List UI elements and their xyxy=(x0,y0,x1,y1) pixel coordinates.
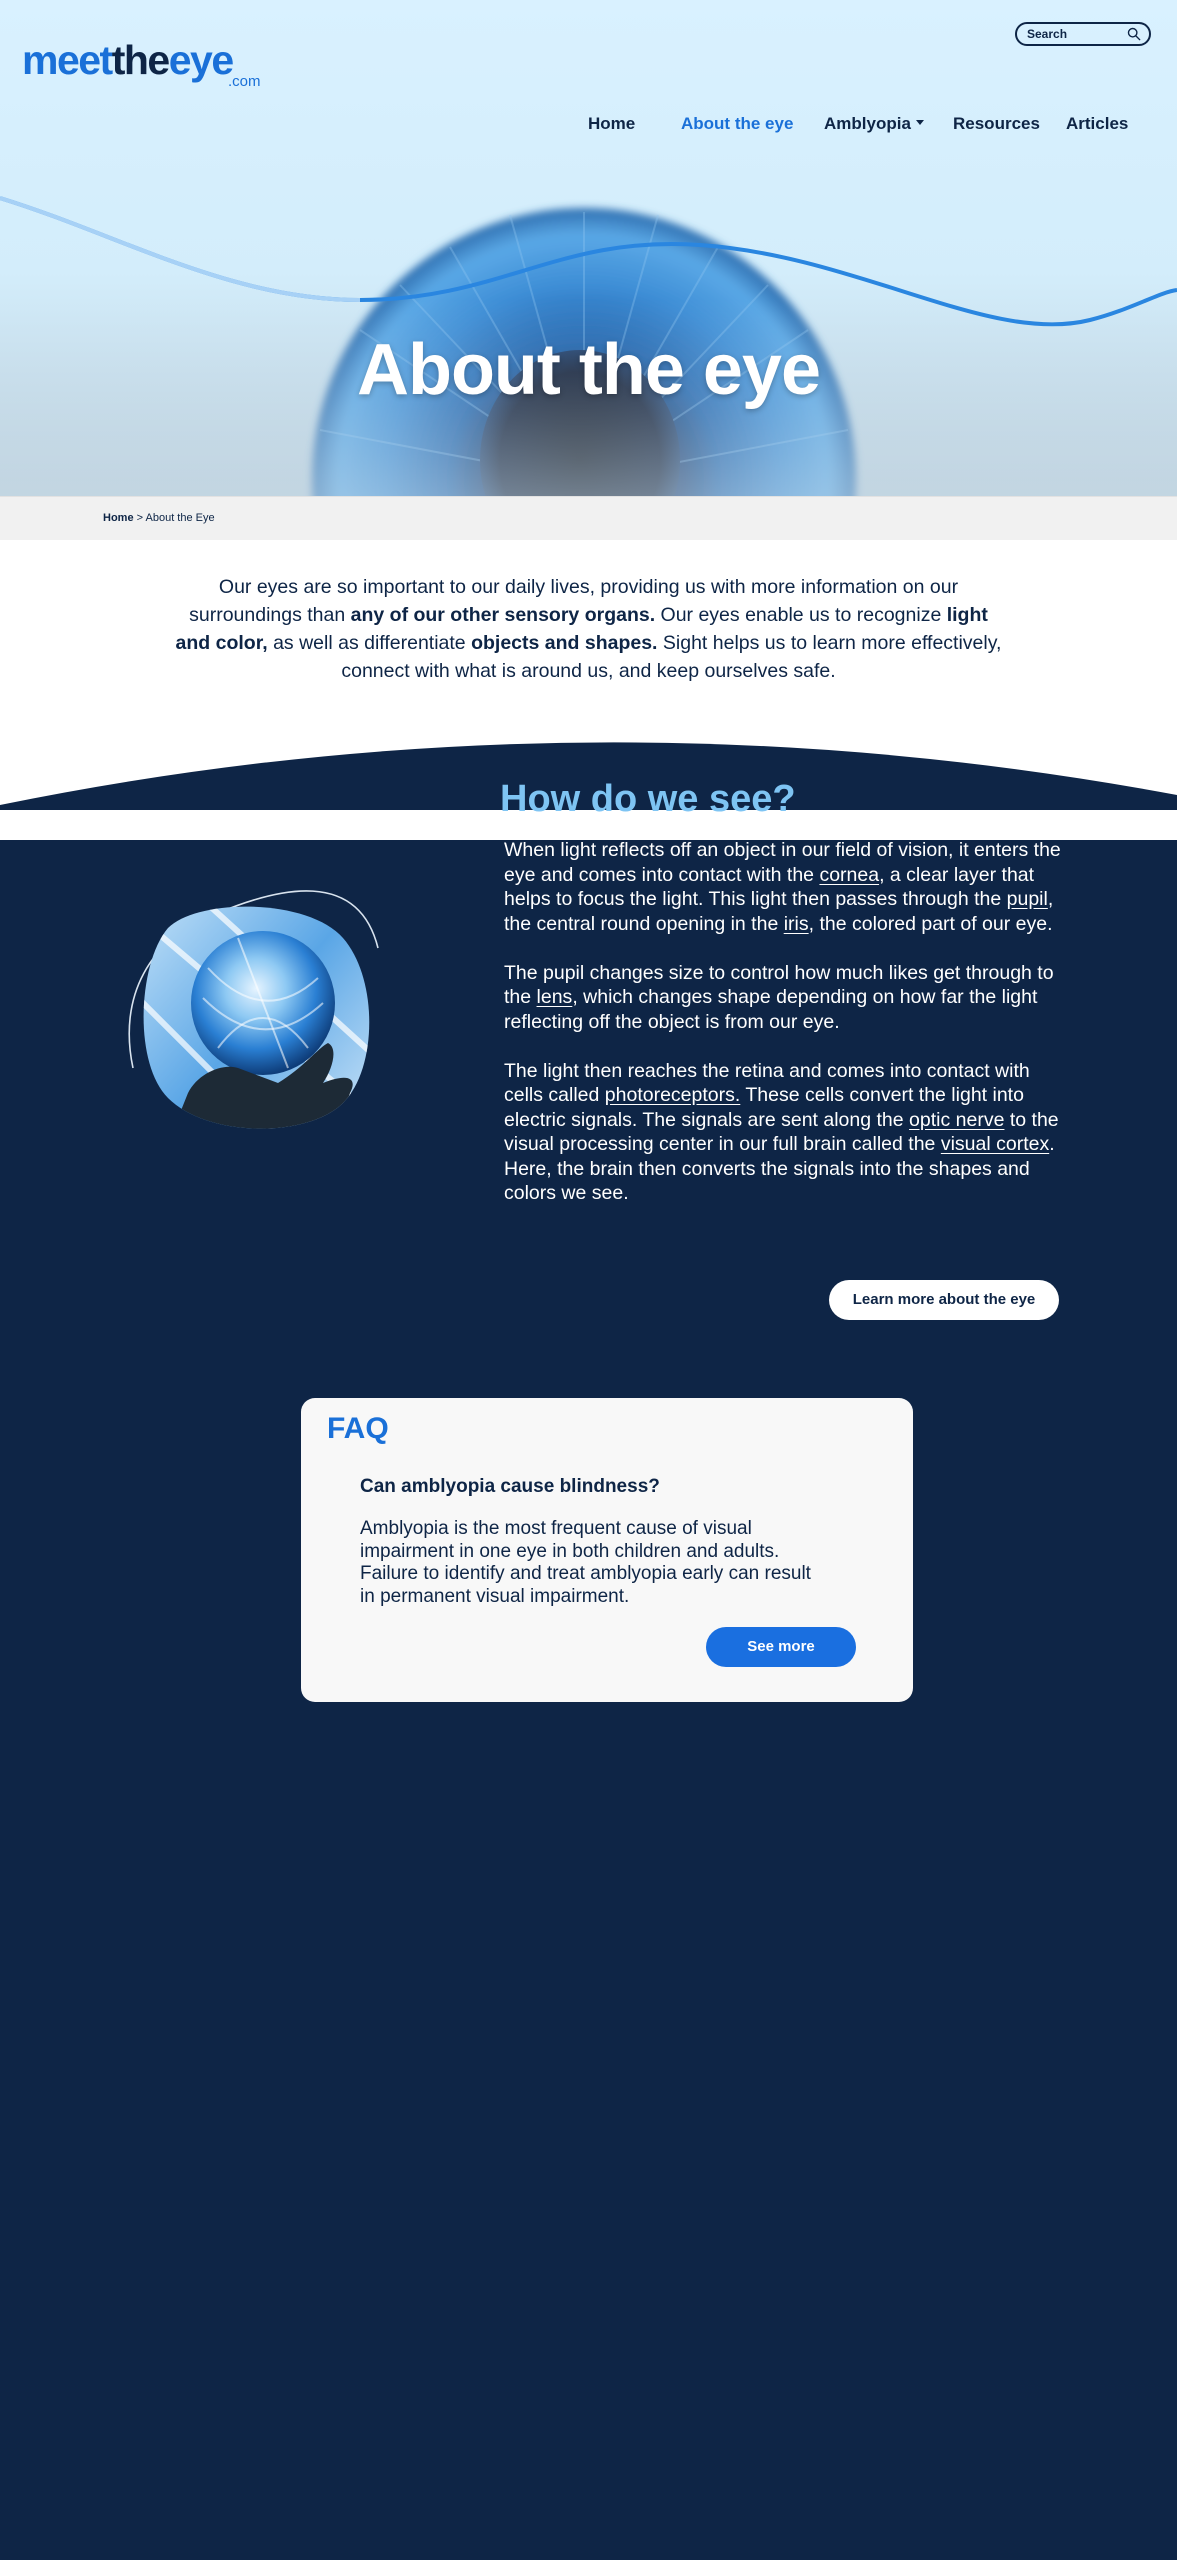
faq-card xyxy=(301,1398,913,1702)
main-nav xyxy=(0,114,1177,138)
how-p1-text-b: , a clear layer that helps to focus the light. This light then passes through the xyxy=(504,863,1035,910)
nav-resources[interactable]: Resources xyxy=(953,114,1040,133)
see-more-button[interactable]: See more xyxy=(706,1627,856,1667)
hero-banner xyxy=(0,0,1177,496)
logo-the: the xyxy=(111,37,169,83)
how-paragraph-3 xyxy=(504,1059,1074,1206)
logo-meet: meet xyxy=(22,37,112,83)
how-p3-text-c: to the visual processing center in our full brain called the xyxy=(504,1108,1059,1155)
link-lens[interactable]: lens xyxy=(536,986,573,1008)
search-label: Search xyxy=(1027,27,1068,41)
link-photoreceptors[interactable]: photoreceptors. xyxy=(604,1084,741,1106)
how-p2-text-b: , which changes shape depending on how far the light reflecting off the object is from our eye. xyxy=(504,986,1038,1033)
breadcrumb-separator: > xyxy=(133,512,146,524)
how-p3-text-a: The light then reaches the retina and comes into contact with cells called xyxy=(504,1059,1030,1106)
intro-bold-1: any of our other sensory organs. xyxy=(350,604,656,626)
breadcrumb-current: About the Eye xyxy=(145,512,215,524)
how-paragraph-2 xyxy=(504,961,1074,1035)
faq-question: Can amblyopia cause blindness? xyxy=(360,1476,660,1497)
learn-more-button[interactable]: Learn more about the eye xyxy=(829,1280,1059,1320)
how-do-we-see-heading: How do we see? xyxy=(500,778,796,820)
how-p1-text-d: , the colored part of our eye. xyxy=(808,912,1053,935)
breadcrumb-bar xyxy=(0,496,1177,541)
nav-amblyopia[interactable] xyxy=(824,114,924,134)
how-p2-text-a: The pupil changes size to control how much likes get through to the xyxy=(504,961,1054,1008)
nav-home[interactable]: Home xyxy=(588,114,636,133)
intro-text-4: Sight helps us to learn more effectively, connect with what is around us, and keep ourselves safe. xyxy=(341,632,1002,682)
intro-text-3: as well as differentiate xyxy=(267,632,472,654)
link-visual-cortex[interactable]: visual cortex xyxy=(940,1133,1050,1155)
nav-about-the-eye[interactable]: About the eye xyxy=(681,114,794,133)
link-cornea[interactable]: cornea xyxy=(819,863,880,886)
how-do-we-see-body xyxy=(504,838,1074,1230)
how-paragraph-1 xyxy=(504,838,1074,936)
faq-title: FAQ xyxy=(327,1412,389,1445)
link-pupil[interactable]: pupil xyxy=(1006,888,1048,910)
link-optic-nerve[interactable]: optic nerve xyxy=(909,1108,1005,1131)
nav-amblyopia-label: Amblyopia xyxy=(824,114,911,133)
crystal-ball-image xyxy=(128,868,388,1168)
how-p1-text-a: When light reflects off an object in our field of vision, it enters the eye and comes into contact with the xyxy=(504,839,1061,886)
breadcrumb-home[interactable]: Home xyxy=(103,512,134,524)
search-input[interactable] xyxy=(1015,22,1151,46)
link-iris[interactable]: iris xyxy=(783,912,809,935)
page-title: About the eye xyxy=(356,330,821,410)
intro-bold-2: light and color, xyxy=(175,604,988,654)
search-icon[interactable] xyxy=(1127,27,1141,41)
intro-text xyxy=(170,573,1007,685)
faq-answer: Amblyopia is the most frequent cause of visual impairment in one eye in both children and adults. Failure to identify and treat amblyopia early can result in permanent visual impairment. xyxy=(360,1518,811,1607)
logo-eye: eye xyxy=(168,37,233,83)
how-p3-text-d: . Here, the brain then converts the signals into the shapes and colors we see. xyxy=(504,1133,1055,1204)
site-logo[interactable] xyxy=(22,37,261,90)
intro-text-2: Our eyes enable us to recognize xyxy=(655,604,947,626)
intro-text-1: Our eyes are so important to our daily lives, providing us with more information on our surroundings than xyxy=(189,576,959,626)
breadcrumb xyxy=(103,512,215,524)
nav-articles[interactable]: Articles xyxy=(1066,114,1129,133)
caret-down-icon xyxy=(916,120,924,125)
logo-suffix: .com xyxy=(228,73,261,90)
how-p3-text-b: These cells convert the light into electric signals. The signals are sent along the xyxy=(504,1084,1024,1131)
how-p1-text-c: , the central round opening in the xyxy=(504,888,1054,935)
intro-bold-3: objects and shapes. xyxy=(471,632,658,654)
